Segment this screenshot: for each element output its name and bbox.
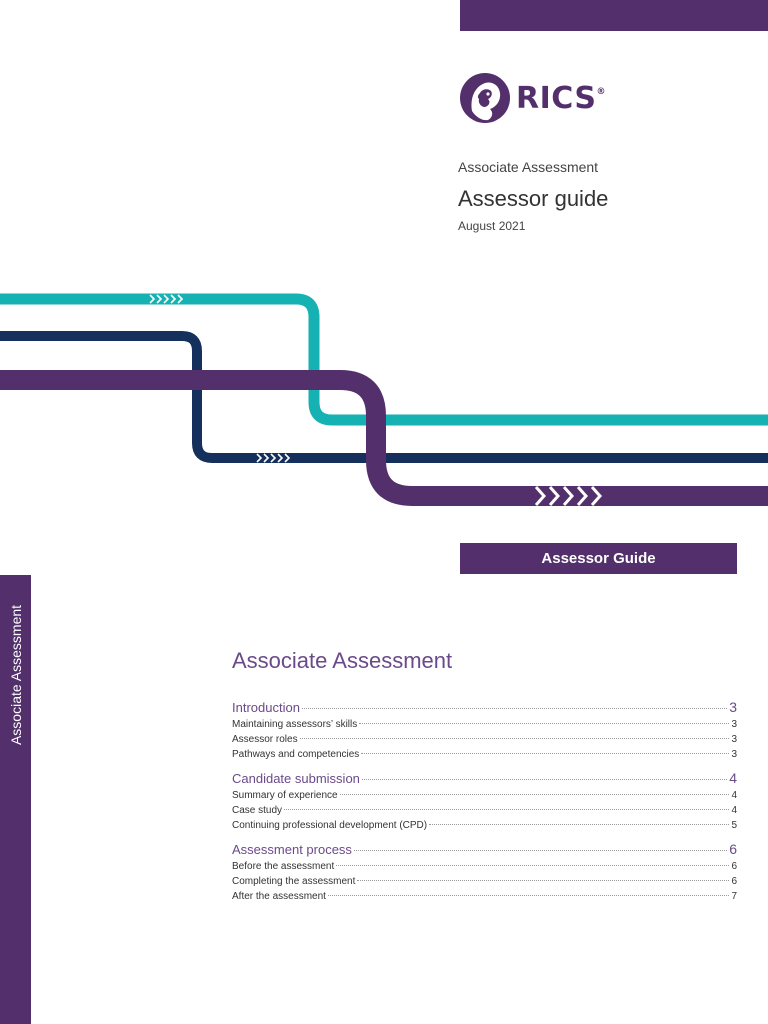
decorative-route-lines xyxy=(0,280,768,520)
assessor-guide-label: Assessor Guide xyxy=(541,550,656,567)
toc-entry-title: Candidate submission xyxy=(232,771,360,786)
cover-subtitle: Associate Assessment xyxy=(458,159,599,175)
toc-subentry-page: 3 xyxy=(731,719,737,730)
cover-date: August 2021 xyxy=(458,219,526,233)
side-tab-label: Associate Assessment xyxy=(8,604,24,746)
toc-subentry-page: 5 xyxy=(731,820,737,831)
leader-dots xyxy=(302,708,727,709)
toc-subentry[interactable] xyxy=(232,805,737,820)
toc-subentry-label: Before the assessment xyxy=(232,861,335,872)
toc-entry-title: Introduction xyxy=(232,700,300,715)
trademark-symbol: ® xyxy=(596,86,606,97)
leader-dots xyxy=(336,865,729,866)
toc-subentry[interactable] xyxy=(232,790,737,805)
logo-wordmark: RICS xyxy=(516,80,597,116)
leader-dots xyxy=(362,779,727,780)
table-of-contents xyxy=(232,699,737,912)
toc-subentry[interactable] xyxy=(232,719,737,734)
leader-dots xyxy=(359,723,729,724)
top-accent-bar xyxy=(460,0,768,31)
toc-entry[interactable] xyxy=(232,770,737,790)
leader-dots xyxy=(300,738,730,739)
toc-subentry-page: 4 xyxy=(731,805,737,816)
toc-subentry-page: 3 xyxy=(731,749,737,760)
rics-logo xyxy=(458,70,618,126)
toc-entry-page: 4 xyxy=(729,770,737,786)
toc-subentry-page: 7 xyxy=(731,891,737,902)
toc-subentry[interactable] xyxy=(232,891,737,906)
toc-section-assessment-process xyxy=(232,841,737,906)
toc-entry-page: 3 xyxy=(729,699,737,715)
leader-dots xyxy=(340,794,730,795)
toc-section-introduction xyxy=(232,699,737,764)
assessor-guide-bar xyxy=(460,543,737,574)
leader-dots xyxy=(357,880,729,881)
lion-crest-icon xyxy=(458,71,512,125)
toc-subentry-label: After the assessment xyxy=(232,891,326,902)
toc-subentry-page: 3 xyxy=(731,734,737,745)
document-heading: Associate Assessment xyxy=(232,648,453,673)
toc-entry-title: Assessment process xyxy=(232,842,352,857)
toc-subentry-label: Summary of experience xyxy=(232,790,338,801)
toc-subentry[interactable] xyxy=(232,749,737,764)
toc-entry-page: 6 xyxy=(729,841,737,857)
leader-dots xyxy=(284,809,729,810)
leader-dots xyxy=(328,895,730,896)
toc-entry[interactable] xyxy=(232,841,737,861)
toc-subentry[interactable] xyxy=(232,734,737,749)
leader-dots xyxy=(429,824,729,825)
toc-subentry-page: 4 xyxy=(731,790,737,801)
leader-dots xyxy=(361,753,729,754)
toc-subentry[interactable] xyxy=(232,861,737,876)
toc-subentry[interactable] xyxy=(232,820,737,835)
toc-subentry-label: Pathways and competencies xyxy=(232,749,360,760)
cover-title: Assessor guide xyxy=(458,186,609,211)
leader-dots xyxy=(354,850,727,851)
toc-subentry-page: 6 xyxy=(731,876,737,887)
toc-subentry[interactable] xyxy=(232,876,737,891)
toc-subentry-label: Maintaining assessors’ skills xyxy=(232,719,358,730)
toc-section-candidate-submission xyxy=(232,770,737,835)
toc-subentry-label: Case study xyxy=(232,805,283,816)
toc-subentry-page: 6 xyxy=(731,861,737,872)
toc-subentry-label: Completing the assessment xyxy=(232,876,356,887)
toc-subentry-label: Assessor roles xyxy=(232,734,298,745)
toc-entry[interactable] xyxy=(232,699,737,719)
toc-subentry-label: Continuing professional development (CPD) xyxy=(232,820,428,831)
